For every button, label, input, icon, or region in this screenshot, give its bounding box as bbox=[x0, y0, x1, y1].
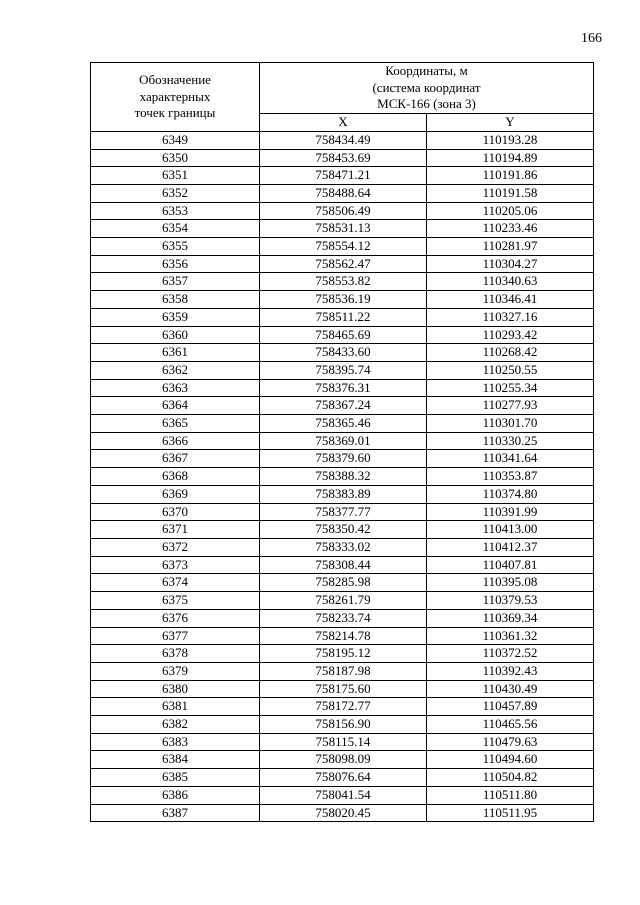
y-coordinate-cell: 110191.86 bbox=[427, 167, 594, 185]
x-coordinate-cell: 758156.90 bbox=[260, 716, 427, 734]
point-id-cell: 6381 bbox=[91, 698, 260, 716]
point-id-cell: 6370 bbox=[91, 503, 260, 521]
table-row bbox=[91, 379, 594, 397]
header-coords-line: МСК-166 (зона 3) bbox=[377, 96, 476, 112]
x-coordinate-cell: 758369.01 bbox=[260, 432, 427, 450]
table-row bbox=[91, 397, 594, 415]
x-coordinate-cell: 758214.78 bbox=[260, 627, 427, 645]
y-coordinate-cell: 110511.80 bbox=[427, 786, 594, 804]
x-coordinate-cell: 758367.24 bbox=[260, 397, 427, 415]
y-coordinate-cell: 110194.89 bbox=[427, 149, 594, 167]
x-coordinate-cell: 758233.74 bbox=[260, 609, 427, 627]
table-row bbox=[91, 184, 594, 202]
header-point-designation bbox=[91, 63, 260, 132]
table-row bbox=[91, 131, 594, 149]
point-id-cell: 6350 bbox=[91, 149, 260, 167]
table-row bbox=[91, 627, 594, 645]
point-id-cell: 6385 bbox=[91, 769, 260, 787]
table-row bbox=[91, 609, 594, 627]
table-row bbox=[91, 291, 594, 309]
x-coordinate-cell: 758175.60 bbox=[260, 680, 427, 698]
point-id-cell: 6359 bbox=[91, 308, 260, 326]
table-row bbox=[91, 415, 594, 433]
x-coordinate-cell: 758388.32 bbox=[260, 468, 427, 486]
point-id-cell: 6369 bbox=[91, 485, 260, 503]
point-id-cell: 6382 bbox=[91, 716, 260, 734]
x-coordinate-cell: 758365.46 bbox=[260, 415, 427, 433]
point-id-cell: 6355 bbox=[91, 238, 260, 256]
x-coordinate-cell: 758076.64 bbox=[260, 769, 427, 787]
table-row bbox=[91, 220, 594, 238]
x-coordinate-cell: 758379.60 bbox=[260, 450, 427, 468]
table-row bbox=[91, 662, 594, 680]
x-coordinate-cell: 758465.69 bbox=[260, 326, 427, 344]
table-row bbox=[91, 556, 594, 574]
table-row bbox=[91, 308, 594, 326]
point-id-cell: 6379 bbox=[91, 662, 260, 680]
x-coordinate-cell: 758020.45 bbox=[260, 804, 427, 822]
point-id-cell: 6372 bbox=[91, 538, 260, 556]
y-coordinate-cell: 110391.99 bbox=[427, 503, 594, 521]
point-id-cell: 6362 bbox=[91, 361, 260, 379]
table-row bbox=[91, 592, 594, 610]
header-coords-line: (система координат bbox=[372, 79, 481, 95]
x-coordinate-cell: 758511.22 bbox=[260, 308, 427, 326]
point-id-cell: 6384 bbox=[91, 751, 260, 769]
table-row bbox=[91, 804, 594, 822]
y-coordinate-cell: 110412.37 bbox=[427, 538, 594, 556]
x-coordinate-cell: 758433.60 bbox=[260, 344, 427, 362]
table-row bbox=[91, 468, 594, 486]
table-row bbox=[91, 238, 594, 256]
y-coordinate-cell: 110250.55 bbox=[427, 361, 594, 379]
y-coordinate-cell: 110494.60 bbox=[427, 751, 594, 769]
table-row bbox=[91, 432, 594, 450]
y-coordinate-cell: 110407.81 bbox=[427, 556, 594, 574]
table-row bbox=[91, 255, 594, 273]
point-id-cell: 6386 bbox=[91, 786, 260, 804]
point-id-cell: 6377 bbox=[91, 627, 260, 645]
point-id-cell: 6358 bbox=[91, 291, 260, 309]
table-row bbox=[91, 326, 594, 344]
table-row bbox=[91, 450, 594, 468]
y-coordinate-cell: 110205.06 bbox=[427, 202, 594, 220]
table-row bbox=[91, 574, 594, 592]
y-coordinate-cell: 110301.70 bbox=[427, 415, 594, 433]
x-coordinate-cell: 758536.19 bbox=[260, 291, 427, 309]
y-coordinate-cell: 110511.95 bbox=[427, 804, 594, 822]
x-coordinate-cell: 758187.98 bbox=[260, 662, 427, 680]
point-id-cell: 6367 bbox=[91, 450, 260, 468]
y-coordinate-cell: 110277.93 bbox=[427, 397, 594, 415]
table-row bbox=[91, 485, 594, 503]
x-coordinate-cell: 758506.49 bbox=[260, 202, 427, 220]
y-coordinate-cell: 110233.46 bbox=[427, 220, 594, 238]
y-coordinate-cell: 110369.34 bbox=[427, 609, 594, 627]
point-id-cell: 6351 bbox=[91, 167, 260, 185]
table-row bbox=[91, 202, 594, 220]
point-id-cell: 6371 bbox=[91, 521, 260, 539]
x-coordinate-cell: 758195.12 bbox=[260, 645, 427, 663]
x-coordinate-cell: 758531.13 bbox=[260, 220, 427, 238]
y-coordinate-cell: 110465.56 bbox=[427, 716, 594, 734]
x-coordinate-cell: 758098.09 bbox=[260, 751, 427, 769]
table-row bbox=[91, 645, 594, 663]
point-id-cell: 6368 bbox=[91, 468, 260, 486]
table-body bbox=[91, 131, 594, 821]
table-row bbox=[91, 344, 594, 362]
x-coordinate-cell: 758471.21 bbox=[260, 167, 427, 185]
point-id-cell: 6374 bbox=[91, 574, 260, 592]
x-coordinate-cell: 758115.14 bbox=[260, 733, 427, 751]
x-coordinate-cell: 758376.31 bbox=[260, 379, 427, 397]
point-id-cell: 6380 bbox=[91, 680, 260, 698]
point-id-cell: 6366 bbox=[91, 432, 260, 450]
y-coordinate-cell: 110330.25 bbox=[427, 432, 594, 450]
point-id-cell: 6365 bbox=[91, 415, 260, 433]
y-coordinate-cell: 110281.97 bbox=[427, 238, 594, 256]
y-coordinate-cell: 110395.08 bbox=[427, 574, 594, 592]
table-row bbox=[91, 503, 594, 521]
y-coordinate-cell: 110327.16 bbox=[427, 308, 594, 326]
page-number: 166 bbox=[581, 31, 602, 46]
x-coordinate-cell: 758553.82 bbox=[260, 273, 427, 291]
x-coordinate-cell: 758383.89 bbox=[260, 485, 427, 503]
header-y: Y bbox=[427, 114, 594, 132]
header-x: X bbox=[260, 114, 427, 132]
point-id-cell: 6356 bbox=[91, 255, 260, 273]
x-coordinate-cell: 758562.47 bbox=[260, 255, 427, 273]
y-coordinate-cell: 110193.28 bbox=[427, 131, 594, 149]
table-row bbox=[91, 698, 594, 716]
y-coordinate-cell: 110304.27 bbox=[427, 255, 594, 273]
y-coordinate-cell: 110379.53 bbox=[427, 592, 594, 610]
x-coordinate-cell: 758041.54 bbox=[260, 786, 427, 804]
x-coordinate-cell: 758333.02 bbox=[260, 538, 427, 556]
coordinates-table bbox=[90, 62, 594, 822]
table-row bbox=[91, 769, 594, 787]
y-coordinate-cell: 110430.49 bbox=[427, 680, 594, 698]
y-coordinate-cell: 110255.34 bbox=[427, 379, 594, 397]
y-coordinate-cell: 110457.89 bbox=[427, 698, 594, 716]
x-coordinate-cell: 758285.98 bbox=[260, 574, 427, 592]
table-row bbox=[91, 273, 594, 291]
x-coordinate-cell: 758395.74 bbox=[260, 361, 427, 379]
y-coordinate-cell: 110341.64 bbox=[427, 450, 594, 468]
point-id-cell: 6383 bbox=[91, 733, 260, 751]
header-point-line: Обозначение bbox=[139, 71, 211, 87]
x-coordinate-cell: 758261.79 bbox=[260, 592, 427, 610]
header-point-line: точек границы bbox=[134, 105, 216, 121]
x-coordinate-cell: 758488.64 bbox=[260, 184, 427, 202]
table-row bbox=[91, 538, 594, 556]
point-id-cell: 6357 bbox=[91, 273, 260, 291]
point-id-cell: 6376 bbox=[91, 609, 260, 627]
x-coordinate-cell: 758554.12 bbox=[260, 238, 427, 256]
y-coordinate-cell: 110372.52 bbox=[427, 645, 594, 663]
point-id-cell: 6354 bbox=[91, 220, 260, 238]
y-coordinate-cell: 110293.42 bbox=[427, 326, 594, 344]
point-id-cell: 6375 bbox=[91, 592, 260, 610]
y-coordinate-cell: 110374.80 bbox=[427, 485, 594, 503]
point-id-cell: 6349 bbox=[91, 131, 260, 149]
y-coordinate-cell: 110392.43 bbox=[427, 662, 594, 680]
y-coordinate-cell: 110353.87 bbox=[427, 468, 594, 486]
point-id-cell: 6363 bbox=[91, 379, 260, 397]
table-row bbox=[91, 149, 594, 167]
point-id-cell: 6361 bbox=[91, 344, 260, 362]
x-coordinate-cell: 758172.77 bbox=[260, 698, 427, 716]
y-coordinate-cell: 110346.41 bbox=[427, 291, 594, 309]
y-coordinate-cell: 110413.00 bbox=[427, 521, 594, 539]
point-id-cell: 6387 bbox=[91, 804, 260, 822]
point-id-cell: 6352 bbox=[91, 184, 260, 202]
x-coordinate-cell: 758377.77 bbox=[260, 503, 427, 521]
table-row bbox=[91, 751, 594, 769]
point-id-cell: 6373 bbox=[91, 556, 260, 574]
point-id-cell: 6353 bbox=[91, 202, 260, 220]
table-row bbox=[91, 716, 594, 734]
y-coordinate-cell: 110479.63 bbox=[427, 733, 594, 751]
table-row bbox=[91, 521, 594, 539]
point-id-cell: 6360 bbox=[91, 326, 260, 344]
x-coordinate-cell: 758453.69 bbox=[260, 149, 427, 167]
header-point-line: характерных bbox=[139, 88, 211, 104]
x-coordinate-cell: 758350.42 bbox=[260, 521, 427, 539]
header-coords-line: Координаты, м bbox=[385, 63, 468, 78]
x-coordinate-cell: 758308.44 bbox=[260, 556, 427, 574]
table-row bbox=[91, 680, 594, 698]
y-coordinate-cell: 110504.82 bbox=[427, 769, 594, 787]
y-coordinate-cell: 110340.63 bbox=[427, 273, 594, 291]
y-coordinate-cell: 110191.58 bbox=[427, 184, 594, 202]
point-id-cell: 6364 bbox=[91, 397, 260, 415]
table-row bbox=[91, 167, 594, 185]
point-id-cell: 6378 bbox=[91, 645, 260, 663]
header-coordinates bbox=[260, 63, 594, 114]
y-coordinate-cell: 110268.42 bbox=[427, 344, 594, 362]
x-coordinate-cell: 758434.49 bbox=[260, 131, 427, 149]
y-coordinate-cell: 110361.32 bbox=[427, 627, 594, 645]
table-row bbox=[91, 733, 594, 751]
table-row bbox=[91, 786, 594, 804]
table-row bbox=[91, 361, 594, 379]
